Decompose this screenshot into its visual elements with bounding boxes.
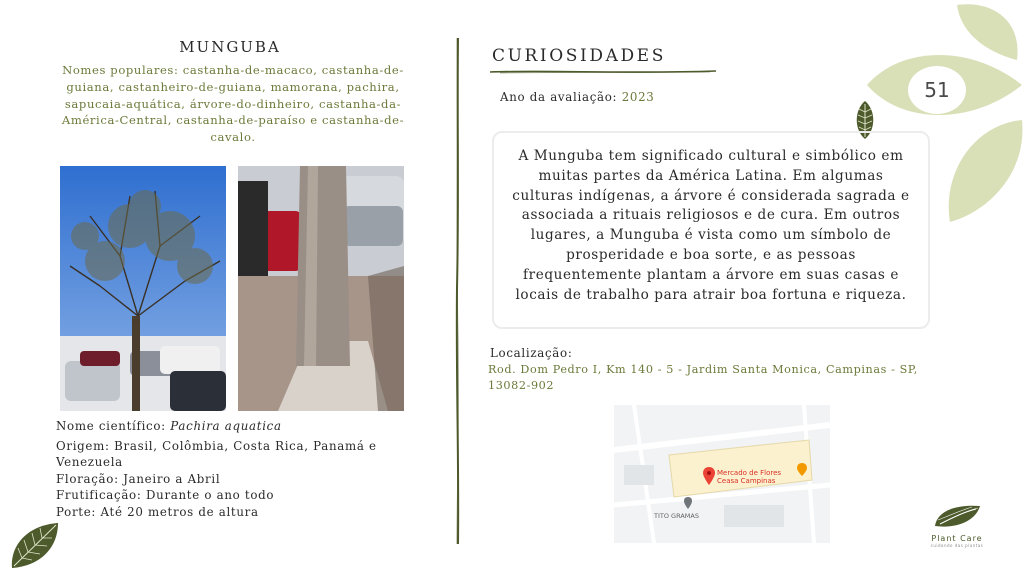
curiosities-title: CURIOSIDADES: [492, 46, 666, 66]
species-facts: [56, 418, 426, 521]
flowering: Floração: Janeiro a Abril: [56, 471, 221, 486]
title-underline: [490, 68, 716, 76]
scientific-name: Nome científico: Pachira aquatica: [56, 419, 282, 433]
decorative-leaf-icon: [8, 520, 62, 570]
location-label: Localização:: [490, 346, 573, 360]
evaluation-year: Ano da avaliação: 2023: [500, 90, 655, 104]
size: Porte: Até 20 metros de altura: [56, 504, 259, 519]
tree-photo: [60, 166, 226, 411]
species-title: MUNGUBA: [179, 38, 281, 56]
logo-tagline: cuidando das plantas: [930, 543, 984, 548]
popular-names: Nomes populares: castanha-de-macaco, castanha-de-guiana, castanheiro-de-guiana, mamorana, pachira, sapucaia-aquática, árvore-do-dinheiro, castanha-da-América-Central, castanha-de-paraíso e castanha-de-cavalo.: [61, 63, 405, 145]
fruiting: Frutificação: Durante o ano todo: [56, 488, 275, 503]
location-address: Rod. Dom Pedro I, Km 140 - 5 - Jardim Santa Monica, Campinas - SP, 13082-902: [488, 363, 918, 392]
curiosities-text: A Munguba tem significado cultural e simbólico em muitas partes da América Latina. Em algumas culturas indígenas, a árvore é considerada sagrada e associada a rituais religiosos e de cura. Em outros lugares, a Munguba é vista como um símbolo de prosperidade e boa sorte, e as pessoas frequentemente plantam a árvore em suas casas e locais de trabalho para atrair boa fortuna e riqueza.: [492, 131, 930, 329]
map-place-label: TITO GRAMAS: [654, 512, 699, 520]
page-number: 51: [908, 66, 966, 114]
location-map[interactable]: [614, 405, 830, 543]
plant-care-leaf-icon: [932, 502, 982, 530]
logo-name: Plant Care: [931, 534, 983, 543]
plant-care-logo: [924, 502, 990, 550]
trunk-photo: [238, 166, 404, 411]
map-pin-label: Mercado de Flores Ceasa Campinas: [717, 469, 782, 485]
origin: Origem: Brasil, Colômbia, Costa Rica, Panamá e Venezuela: [56, 438, 377, 470]
column-divider: [452, 38, 464, 544]
